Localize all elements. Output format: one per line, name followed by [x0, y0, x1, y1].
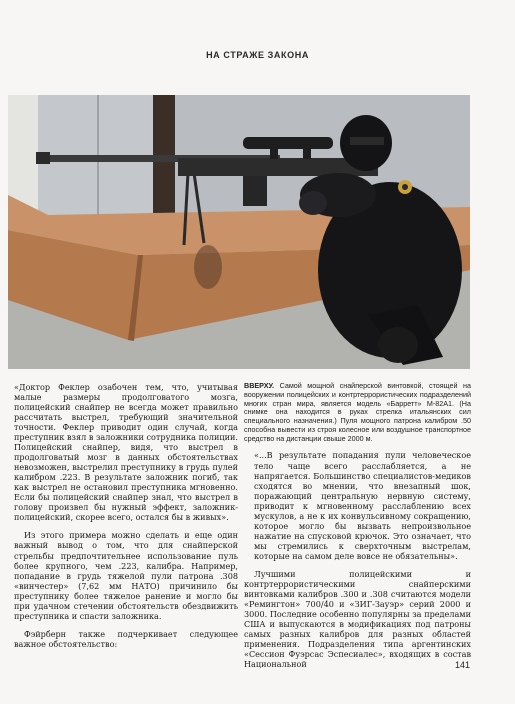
left-paragraph-2: Из этого примера можно сделать и еще один важный вывод о том, что для снайперской стрельбы предпочтительнее использование пуль более крупного, чем .223, калибра. Например, попадание в грудь тяжелой пули патрона .308 «винчестер» (7,62 мм НАТО) причинило бы преступнику более тяжелое ранение и могло бы при удачном стечении обстоятельств обездвижить преступника и спасти заложника.	[14, 530, 238, 621]
page-number: 141	[455, 660, 471, 670]
quote-paragraph: «...В результате попадания пули человеческое тело чаще всего расслабляется, а не напрягается. Большинство специалистов-медиков сходятся во мнении, что внезапный шок, поражающий центральную нервную систему, приводит к мгновенному расслаблению всех мускулов, а не к их конвульсивному сокращению, которое могло бы вызвать непроизвольное нажатие на спусковой крючок. Это означает, что мы стремились к сверхточным выстрелам, которые на самом деле вовсе не обязательны».	[254, 450, 471, 561]
sniper-photo	[8, 95, 470, 369]
running-header: НА СТРАЖЕ ЗАКОНА	[206, 50, 309, 60]
right-paragraph: Лучшими полицейскими и контртеррористическими снайперскими винтовками калибров .300 и .308 считаются модели «Ремингтон» 700/40 и «ЗИГ-Зауэр» серий 2000 и 3000. Последние особенно популярны за пределами США и выпускаются в модификациях под патроны самых разных калибров для разных областей применения. Подразделения типа аргентинских «Сессион Фуэрсас Эспесиалес», входящих в состав Национальной	[244, 568, 471, 670]
caption-text: Самой мощной снайперской винтовкой, стоящей на вооружении полицейских и контртеррористических подразделений многих стран мира, является модель «Барретт» М-82А1. (На снимке она находится в руках стрелка итальянских сил специального назначения.) Пуля мощного патрона калибром .50 способна вывести из строя колесное или воздушное транспортное средство на дистанции свыше 2000 м.	[244, 381, 471, 443]
right-column	[244, 382, 471, 677]
left-column	[14, 382, 238, 657]
photo-caption	[244, 382, 471, 443]
left-paragraph-3: Фэйрберн также подчеркивает следующее важное обстоятельство:	[14, 628, 238, 649]
caption-lead: ВВЕРХУ.	[244, 381, 275, 390]
left-paragraph-1: «Доктор Феклер озабочен тем, что, учитывая малые размеры продолговатого мозга, полицейский снайпер не всегда может правильно рассчитать выстрел, требующий значительной точности. Феклер приводит один случай, когда преступник взял в заложники сотрудника полиции. Полицейский снайпер, видя, что выстрел в продолговатый мозг в данных обстоятельствах невозможен, выстрелил преступнику в грудь пулей калибром .223. В результате заложник погиб, так как выстрел не остановил преступника мгновенно. Если бы полицейский снайпер знал, что выстрел в голову произвел бы нужный эффект, заложник-полицейский, скорее всего, остался бы в живых».	[14, 382, 238, 523]
